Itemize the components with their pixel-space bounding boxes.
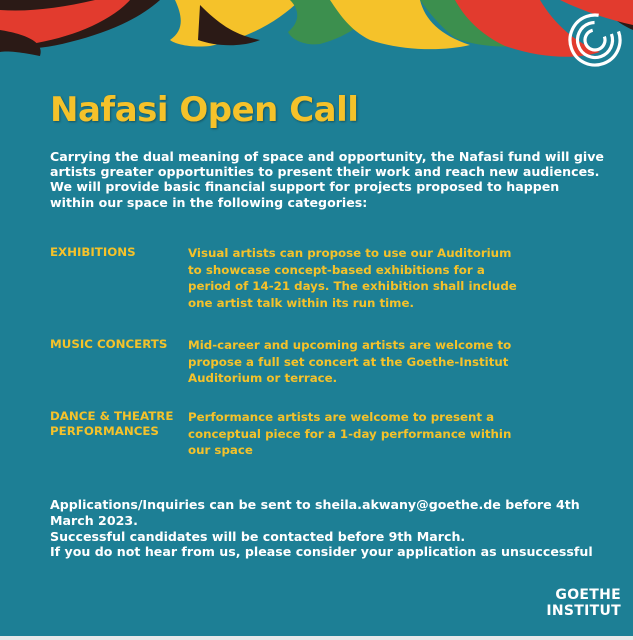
bottom-border (0, 636, 633, 640)
category-label-exhibitions: EXHIBITIONS (50, 245, 136, 259)
goethe-concentric-circles-icon (567, 12, 623, 68)
intro-paragraph: Carrying the dual meaning of space and opportunity, the Nafasi fund will give artists greater opportunities to present their work and reach new audiences. We will provide basic financial support for projects proposed to happen within our space in the following categories: (50, 149, 604, 210)
category-description-exhibitions: Visual artists can propose to use our Auditorium to showcase concept-based exhibitions for a period of 14-21 days. The exhibition shall include one artist talk within its run time. (188, 246, 517, 310)
category-description-dance-theatre: Performance artists are welcome to present a conceptual piece for a 1-day performance within our space (188, 410, 512, 457)
category-label-dance-theatre: DANCE & THEATRE PERFORMANCES (50, 409, 174, 439)
application-contact-line: Applications/Inquiries can be sent to sheila.akwany@goethe.de before 4th March 2023. (50, 497, 580, 528)
brand-line-1: GOETHE (555, 587, 621, 603)
unsuccessful-notice-line: If you do not hear from us, please consider your application as unsuccessful (50, 544, 593, 560)
abstract-painted-banner (0, 0, 633, 90)
selection-date-line: Successful candidates will be contacted before 9th March. (50, 528, 466, 544)
goethe-institut-wordmark (501, 587, 621, 619)
category-description-music-concerts: Mid-career and upcoming artists are welcome to propose a full set concert at the Goethe-Institut Auditorium or terrace. (188, 338, 512, 385)
application-info (50, 497, 615, 560)
brand-line-2: INSTITUT (546, 603, 621, 619)
category-label-music-concerts: MUSIC CONCERTS (50, 337, 168, 351)
page-title: Nafasi Open Call (50, 90, 359, 130)
